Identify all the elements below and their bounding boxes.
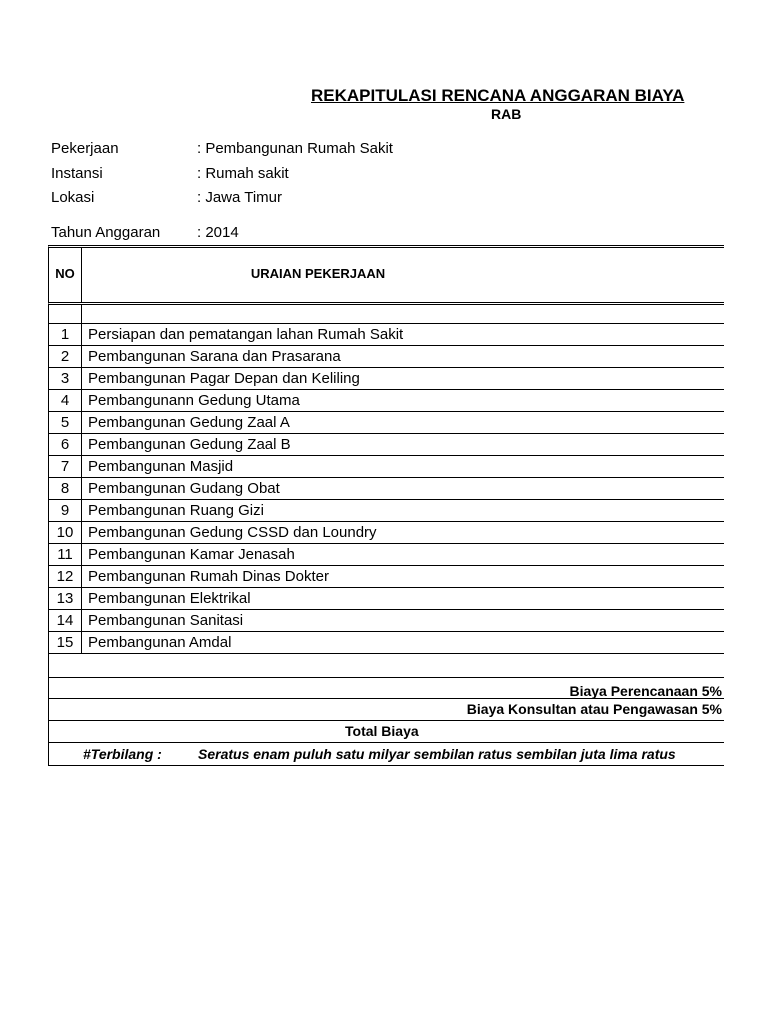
table-row	[48, 412, 724, 434]
rab-table	[48, 245, 724, 766]
cell-no: 5	[49, 412, 82, 433]
summary-row-perencanaan	[48, 678, 724, 699]
cell-uraian: Pembangunan Amdal	[88, 634, 232, 651]
meta-label: Pekerjaan	[51, 140, 119, 157]
cell-no: 3	[49, 368, 82, 389]
cell-no: 14	[49, 610, 82, 631]
cell-uraian: Pembangunan Elektrikal	[88, 590, 251, 607]
cell-no: 2	[49, 346, 82, 367]
cell-uraian: Pembangunan Ruang Gizi	[88, 502, 264, 519]
terbilang-value: Seratus enam puluh satu milyar sembilan ratus sembilan juta lima ratus	[198, 746, 676, 762]
cell-no: 11	[49, 544, 82, 565]
meta-label: Instansi	[51, 165, 103, 182]
meta-tahun-anggaran	[51, 224, 239, 241]
table-row-blank	[48, 654, 724, 678]
table-row	[48, 610, 724, 632]
meta-value: : 2014	[197, 224, 239, 241]
header-no: NO	[49, 248, 82, 302]
table-row	[48, 500, 724, 522]
meta-instansi	[51, 165, 289, 182]
biaya-perencanaan-label: Biaya Perencanaan 5%	[569, 683, 722, 699]
meta-value: : Jawa Timur	[197, 189, 283, 206]
table-row	[48, 478, 724, 500]
table-row	[48, 456, 724, 478]
meta-label: Lokasi	[51, 189, 95, 206]
cell-uraian: Pembangunan Masjid	[88, 458, 234, 475]
header-uraian: URAIAN PEKERJAAN	[250, 266, 386, 281]
summary-row-konsultan	[48, 699, 724, 721]
table-row	[48, 588, 724, 610]
cell-no: 8	[49, 478, 82, 499]
table-row	[48, 522, 724, 544]
cell-uraian: Pembangunan Sanitasi	[88, 612, 244, 629]
cell-uraian: Pembangunan Gedung CSSD dan Loundry	[88, 524, 377, 541]
cell-no: 12	[49, 566, 82, 587]
cell-no: 13	[49, 588, 82, 609]
cell-no: 4	[49, 390, 82, 411]
cell-uraian: Persiapan dan pematangan lahan Rumah Sakit	[88, 326, 404, 343]
biaya-konsultan-label: Biaya Konsultan atau Pengawasan 5%	[466, 701, 722, 717]
table-row	[48, 566, 724, 588]
table-row	[48, 324, 724, 346]
cell-uraian: Pembangunan Pagar Depan dan Keliling	[88, 370, 360, 387]
cell-uraian: Pembangunan Gudang Obat	[88, 480, 280, 497]
meta-lokasi	[51, 189, 282, 206]
table-row	[48, 434, 724, 456]
total-biaya-label: Total Biaya	[345, 723, 419, 739]
cell-uraian: Pembangunan Sarana dan Prasarana	[88, 348, 341, 365]
cell-no: 15	[49, 632, 82, 653]
terbilang-label: #Terbilang :	[83, 746, 162, 762]
cell-uraian: Pembangunan Rumah Dinas Dokter	[88, 568, 329, 585]
document-title: REKAPITULASI RENCANA ANGGARAN BIAYA	[311, 86, 685, 105]
meta-label: Tahun Anggaran	[51, 224, 161, 241]
cell-no: 9	[49, 500, 82, 521]
cell-no	[49, 305, 82, 323]
cell-no: 6	[49, 434, 82, 455]
terbilang-row	[48, 742, 724, 766]
document-subtitle: RAB	[491, 106, 522, 122]
table-row	[48, 544, 724, 566]
cell-no: 1	[49, 324, 82, 345]
cell-no: 10	[49, 522, 82, 543]
cell-uraian: Pembangunan Gedung Zaal B	[88, 436, 291, 453]
table-row	[48, 632, 724, 654]
cell-uraian: Pembangunan Kamar Jenasah	[88, 546, 295, 563]
table-header	[48, 245, 724, 305]
table-row-blank	[48, 305, 724, 324]
meta-value: : Rumah sakit	[197, 165, 289, 182]
table-row	[48, 368, 724, 390]
table-row	[48, 390, 724, 412]
cell-uraian: Pembangunan Gedung Zaal A	[88, 414, 290, 431]
table-row	[48, 346, 724, 368]
cell-uraian: Pembangunann Gedung Utama	[88, 392, 300, 409]
cell-no: 7	[49, 456, 82, 477]
meta-pekerjaan	[51, 140, 393, 157]
summary-row-total	[48, 721, 724, 742]
meta-value: : Pembangunan Rumah Sakit	[197, 140, 393, 157]
